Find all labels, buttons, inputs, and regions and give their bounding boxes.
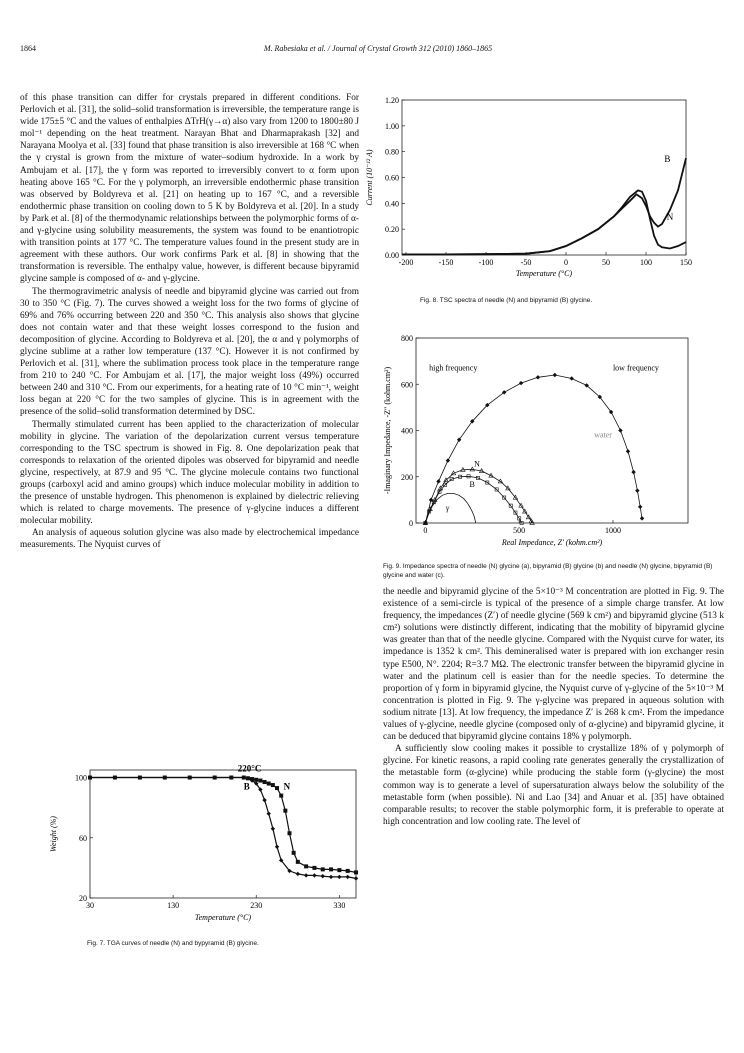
fig7-point-N (263, 780, 267, 784)
fig9-point-water (640, 516, 644, 520)
fig7-point-N (337, 868, 341, 872)
fig8-x-tick-label: -200 (398, 258, 414, 267)
fig7-point-B (267, 811, 271, 815)
fig7-point-N (163, 776, 167, 780)
fig7-line-N (90, 778, 356, 873)
fig7-point-N (275, 786, 279, 790)
right-paragraph-1: the needle and bipyramid glycine of the 5×10⁻³ M concentration are plotted in Fig. 9. The existence of a semi-circle is typical of the presence of a simple charge transfer. At low frequency, the impedances (Z′) of needle glycine (569 k cm²) and bipyramid glycine (513 k cm²) solutions were distinctly different, indicating that the mobility of bipyramid glycine was greater than that of the needle glycine. Compared with the Nyquist curve for water, its impedance is 1352 k cm². This demineralised water is prepared with ion exchanger resin type E500, N°. 2204; R=3.7 MΩ. The electronic transfer between the bipyramid glycine in water and the platinum cell is easier than for the needle species. To determine the proportion of γ form in bipyramid glycine, the Nyquist curve of γ-glycine of the 5×10⁻³ M concentration is plotted in Fig. 9. The γ-glycine was prepared in aqueous solution with sodium nitrate [13]. At low frequency, the impedance Z′ is 268 k cm². From the impedance values of γ-glycine, needle glycine (composed only of α-glycine) and bipyramid glycine, it can be deduced that bipyramid glycine contains 18% γ polymorph. (383, 587, 724, 743)
fig7-frame (90, 770, 356, 898)
fig7-point-N (188, 776, 192, 780)
fig7-point-N (321, 867, 325, 871)
fig7-point-N (254, 778, 258, 782)
fig8-caption: Fig. 8. TSC spectra of needle (N) and bipyramid (B) glycine. (420, 297, 593, 304)
page-number: 1864 (20, 44, 36, 53)
fig7-point-N (312, 866, 316, 870)
fig7-x-tick-label: 230 (250, 901, 263, 910)
fig9-line-γ (425, 493, 475, 523)
left-paragraph-2: The thermogravimetric analysis of needle and bipyramid glycine was carried out from 30 to 350 °C (Fig. 7). The curves showed a weight loss for the two forms of glycine of 69% and 76% occurring between 220 and 350 °C. This analysis also shows that glycine does not contain water and that these weight losses correspond to the fusion and decomposition of glycine. According to Boldyreva et al. [20], the α and γ polymorphs of glycine sublime at a rather low temperature (137 °C). However it is not confirmed by Perlovich et al. [31], where the sublimation process took place in the temperature range from 210 to 240 °C. For Ambujam et al. [17], the major weight loss (49%) occurred between 240 and 310 °C. From our experiments, for a heating rate of 10 °C min⁻¹, weight loss began at 220 °C for the two samples of glycine. This is in agreement with the presence of the solid–solid transformation determined by DSC. (20, 286, 359, 418)
fig8-y-tick-label: 1.20 (385, 96, 399, 105)
fig7-point-N (267, 782, 271, 786)
fig8-x-tick-label: 100 (640, 258, 652, 267)
fig7-y-tick-label: 20 (79, 894, 87, 903)
fig9-y-axis-label: -Imaginary Impedance, -Z″ (kohm.cm²) (383, 366, 392, 495)
fig7-point-N (213, 776, 217, 780)
fig9-x-tick-label: 1000 (604, 526, 621, 535)
fig8-frame (402, 100, 686, 255)
fig7-point-N (242, 776, 246, 780)
fig9-x-tick-label: 500 (513, 526, 526, 535)
fig9-point-water (553, 373, 557, 377)
fig8-x-tick-label: 150 (680, 258, 692, 267)
fig9-y-tick-label: 800 (401, 334, 413, 343)
fig9-series-label-N: N (474, 459, 480, 469)
fig9-annotation-high-frequency: high frequency (429, 363, 478, 373)
fig7-y-tick-label: 60 (79, 833, 87, 843)
fig8-y-tick-label: 0.80 (385, 147, 399, 157)
fig9-chart (383, 334, 688, 547)
fig9-point-water (626, 449, 630, 453)
fig9-point-water (638, 505, 642, 509)
fig7-series-label-B: B (243, 781, 250, 792)
fig9-x-axis-label: Real Impedance, Z′ (kohm.cm²) (501, 538, 603, 547)
fig7-caption: Fig. 7. TGA curves of needle (N) and bypyramid (B) glycine. (87, 940, 259, 947)
fig7-point-B (321, 874, 325, 878)
fig8-y-tick-label: 0.40 (385, 199, 399, 209)
fig7-point-B (271, 827, 275, 831)
fig9-y-tick-label: 0 (409, 519, 413, 528)
fig9-line-water (425, 375, 642, 523)
fig9-annotation-low-frequency: low frequency (612, 363, 659, 373)
fig7-point-N (354, 870, 358, 874)
fig8-y-tick-label: 0.20 (385, 225, 399, 235)
fig8-y-tick-label: 0.00 (385, 251, 399, 260)
fig8-x-tick-label: -50 (520, 258, 532, 267)
fig7-point-N (329, 867, 333, 871)
fig7-point-N (113, 776, 117, 780)
fig8-y-tick-label: 0.60 (385, 173, 399, 183)
fig7-point-B (354, 876, 358, 880)
fig7-y-axis-label: Weight (%) (49, 816, 58, 852)
running-title: M. Rabesiaka et al. / Journal of Crystal Growth 312 (2010) 1860–1865 (263, 44, 493, 53)
fig7-point-B (312, 873, 316, 877)
fig7-point-B (345, 875, 349, 879)
fig7-x-tick-label: 30 (86, 901, 94, 910)
fig9-point-water (569, 376, 573, 380)
fig9-point-water (618, 428, 622, 432)
fig9-series-label-B: B (469, 480, 475, 490)
fig8-chart (365, 96, 692, 278)
fig7-point-N (250, 777, 254, 781)
fig9-series-label-gamma: γ (446, 503, 450, 513)
fig7-line-B (90, 778, 356, 879)
fig7-point-N (88, 776, 92, 780)
fig7-point-N (258, 779, 262, 783)
fig8-x-tick-label: 0 (564, 258, 568, 267)
left-paragraph-1: of this phase transition can differ for crystals prepared in different conditions. For Perlovich et al. [31], the solid–solid transformation is irreversible, the temperature range is wide 175±5 °C and the values of enthalpies ΔTrH(γ→α) also vary from 1200 to 1800±80 J mol⁻¹ depending on the heat treatment. Narayan Bhat and Dharmaprakash [32] and Narayana Moolya et al. [33] found that phase transition is also irreversible at 168 °C when the γ crystal is grown from the mixture of water–sodium hydroxide. In a work by Ambujam et al. [17], the γ form was reported to irreversibly convert to α form upon heating above 165 °C. For the γ polymorph, an irreversible endothermic phase transition was observed by Boldyreva et al. [21] on heating up to 167 °C, and a reversible endothermic phase transition on cooling down to 5 K by Boldyreva et al. [20]. In a study by Park et al. [8] of the thermodynamic relationships between the polymorphic forms of α- and γ-glycine using solubility measurements, the system was found to be enantiotropic with transition points at 177 °C. The temperature values found in the present study are in agreement with these authors. Our work confirms Park et al. [8] in showing that the transformation is reversible. The enthalpy value, however, is different because bipyramid glycine sample is composed of α- and γ-glycine. (20, 93, 359, 285)
fig8-y-axis-label: Current (10⁻¹² A) (365, 149, 374, 206)
fig9-point-water (631, 470, 635, 474)
fig7-point-N (138, 776, 142, 780)
fig7-point-B (262, 798, 266, 802)
fig7-point-N (288, 831, 292, 835)
fig7-point-B (304, 873, 308, 877)
fig7-point-B (337, 875, 341, 879)
fig7-point-N (346, 869, 350, 873)
fig8-series-label-N: N (666, 212, 674, 223)
fig8-y-tick-label: 1.00 (385, 121, 399, 131)
fig9-y-tick-label: 600 (401, 380, 413, 390)
fig7-point-N (246, 776, 250, 780)
fig8-x-tick-label: -150 (438, 258, 454, 267)
fig7-point-N (283, 809, 287, 813)
fig7-point-N (279, 794, 283, 798)
right-paragraph-2: A sufficiently slow cooling makes it possible to crystallize 18% of γ polymorph of glycine. For kinetic reasons, a rapid cooling rate generates generally the crystallization of the metastable form (α-glycine) while producing the stable form (γ-glycine) the most common way is to generate a level of supersaturation always below the solubility of the metastable form (when possible). Ni and Lao [34] and Anuar et al. [35] have obtained comparable results; to recover the stable polymorphic form, it is preferable to operate at high concentration and low cooling rate. The level of (383, 744, 724, 827)
fig7-x-tick-label: 330 (333, 901, 346, 910)
fig7-point-B (275, 845, 279, 849)
fig8-x-tick-label: 50 (602, 258, 610, 267)
fig7-point-N (304, 864, 308, 868)
fig7-y-tick-label: 100 (75, 773, 87, 783)
fig7-x-axis-label: Temperature (°C) (194, 913, 252, 922)
fig7-point-N (229, 776, 233, 780)
fig9-point-water (436, 479, 440, 483)
fig9-point-water (536, 375, 540, 379)
fig7-chart (49, 764, 358, 922)
fig9-caption: Fig. 9. Impedance spectra of needle (N) glycine (a), bipyramid (B) glycine (b) and needle (N) glycine, bipyramid (B) glycine and water (c). (383, 563, 713, 579)
fig9-annotation-water: water (594, 430, 612, 440)
fig9-y-tick-label: 200 (401, 472, 413, 482)
fig9-point-water (519, 381, 523, 385)
fig8-line-B (402, 158, 686, 254)
fig9-y-tick-label: 400 (401, 426, 413, 436)
fig7-series-label-N: N (283, 781, 291, 792)
left-paragraph-4: An analysis of aqueous solution glycine was also made by electrochemical impedance measurements. The Nyquist curves of (20, 528, 359, 551)
fig7-point-N (296, 860, 300, 864)
fig9-x-tick-label: 0 (423, 526, 428, 535)
fig7-point-B (329, 875, 333, 879)
fig9-point-water (446, 458, 450, 462)
fig7-annotation: 220°C (237, 763, 262, 774)
fig8-x-axis-label: Temperature (°C) (515, 269, 573, 278)
fig7-x-tick-label: 130 (167, 901, 180, 910)
fig8-series-label-B: B (664, 154, 671, 164)
fig8-x-tick-label: -100 (478, 258, 494, 267)
left-paragraph-3: Thermally stimulated current has been applied to the characterization of molecular mobility in glycine. The variation of the depolarization current versus temperature corresponding to the TSC spectrum is showed in Fig. 8. One depolarization peak that corresponds to relaxation of the oriented dipoles was observed for bipyramid and needle glycine, respectively, at 87.9 and 95 °C. The glycine molecule contains two functional groups (carboxyl acid and amino groups) which induce molecular mobility in addition to the presence of unstable hydrogen. This phenomenon is explained by dielectric relieving which is related to charge movements. The presence of γ-glycine induces a different molecular mobility. (20, 419, 359, 527)
fig7-point-N (271, 783, 275, 787)
fig9-point-water (635, 488, 639, 492)
fig7-point-N (292, 851, 296, 855)
fig7-point-B (296, 872, 300, 876)
